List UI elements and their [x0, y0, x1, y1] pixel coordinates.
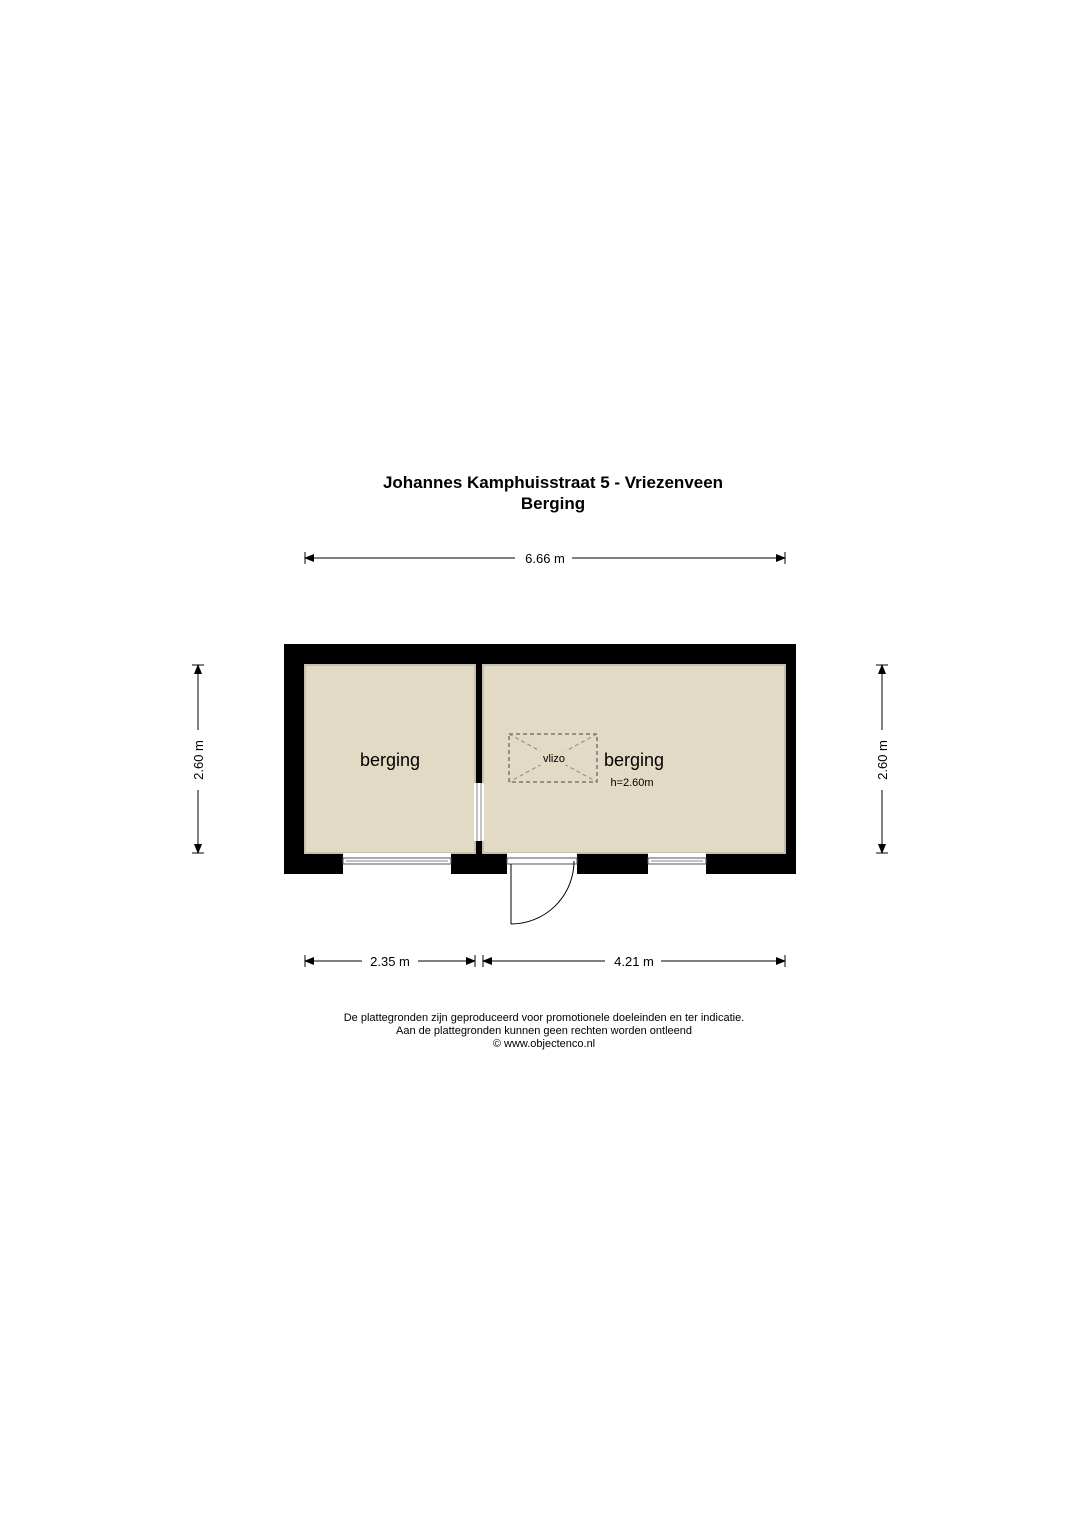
- dimension-right-room-width: [483, 954, 785, 969]
- disclaimer-line-2: Aan de plattegronden kunnen geen rechten worden ontleend: [395, 1025, 692, 1037]
- window-left: [343, 853, 451, 874]
- dimension-left-room-width-label: 2.35 m: [370, 954, 410, 969]
- room-right-height: h=2.60m: [610, 777, 654, 789]
- dimension-left-height: [191, 665, 206, 853]
- interior-door: [474, 783, 484, 841]
- dimension-right-height: [875, 665, 890, 853]
- disclaimer-line-1: De plattegronden zijn geproduceerd voor promotionele doeleinden en ter indicatie.: [343, 1012, 745, 1024]
- dimension-total-width-label: 6.66 m: [525, 551, 565, 566]
- attic-hatch-label: vlizo: [542, 753, 566, 765]
- disclaimer: [4, 1012, 1080, 1051]
- dimension-left-room-width: [305, 954, 475, 969]
- copyright-line: © www.objectenco.nl: [492, 1038, 596, 1050]
- dimension-total-width: [305, 551, 785, 566]
- plan-title-address: Johannes Kamphuisstraat 5 - Vriezenveen: [382, 473, 724, 492]
- dimension-right-room-width-label: 4.21 m: [614, 954, 654, 969]
- window-right: [648, 853, 706, 874]
- dimension-right-height-label: 2.60 m: [875, 740, 890, 780]
- entrance-door: [507, 853, 577, 924]
- room-right-label: berging: [603, 750, 665, 770]
- room-left-label: berging: [359, 750, 421, 770]
- dimension-left-height-label: 2.60 m: [191, 740, 206, 780]
- plan-title-floor: Berging: [520, 494, 586, 513]
